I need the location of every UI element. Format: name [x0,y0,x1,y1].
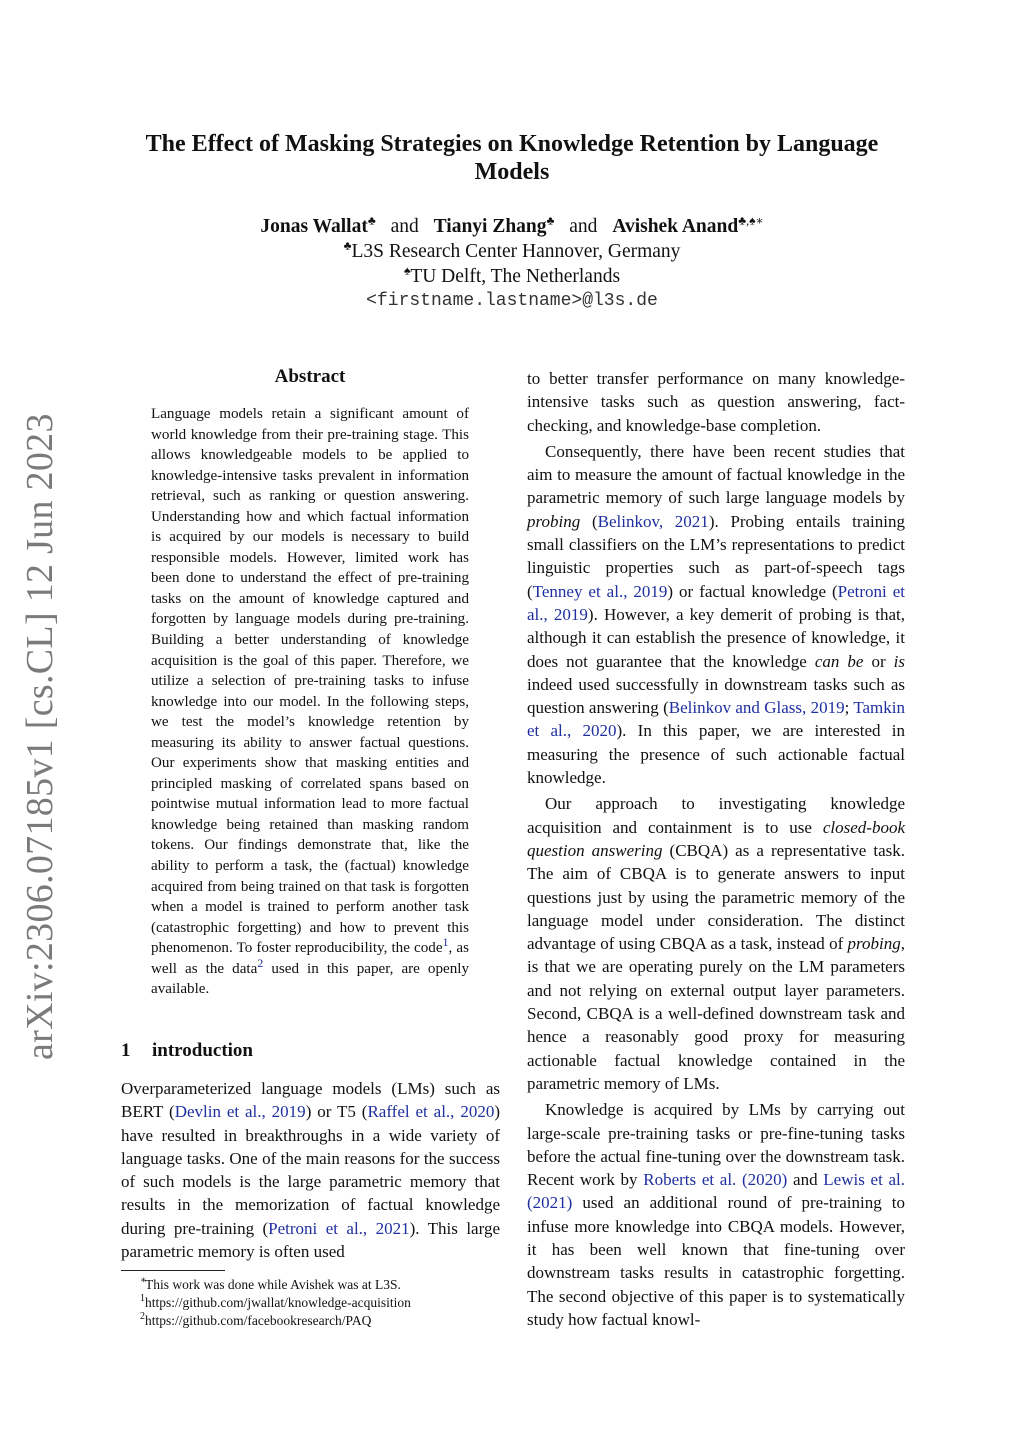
footnote-url[interactable]: https://github.com/facebookresearch/PAQ [145,1313,372,1328]
body-text: to better transfer performance on many knowledge-intensive tasks such as question answering, fact-checking, and knowledge-base completion. [527,369,905,435]
body-text: and [787,1170,824,1190]
section-heading [121,1040,253,1062]
author-separator: and [390,216,419,237]
body-text: ). Probing entails training small classifiers on the LM’s representations to predict linguistic properties such as part-of-speech tags ( [527,511,905,601]
body-text: or [863,651,894,671]
emphasis: probing [527,511,581,531]
body-text: (CBQA) as a representative task. The aim of CBQA is to generate answers to input questions just by using the parametric memory of the language model under consideration. The distinct advantage of using CBQA as a task, instead of [527,840,905,954]
body-text: Consequently, there have been recent studies that aim to measure the amount of factual knowledge in the parametric memory of such large language models by [527,441,905,508]
citation-link[interactable]: Roberts et al. (2020) [643,1170,788,1190]
affiliation-text: L3S Research Center Hannover, Germany [351,241,681,262]
citation-link[interactable]: Tenney et al., 2019 [532,581,668,601]
footnote-mark: ∗ [140,1275,147,1286]
author-line [112,214,912,239]
author-name: Jonas Wallat [260,216,368,237]
author-email: <firstname.lastname>@l3s.de [366,291,658,311]
paragraph [527,440,905,789]
footnote-mark: 1 [140,1293,145,1304]
intro-paragraph [121,1077,500,1263]
section-number: 1 [121,1040,131,1061]
author-block [112,214,912,289]
citation-link[interactable]: Petroni et al., 2019 [527,581,905,624]
emphasis: can be [814,651,864,671]
affiliation-mark: ♣ [343,238,352,253]
emphasis: is [893,651,905,671]
paper-title: The Effect of Masking Strategies on Knowledge Retention by Language Models [145,131,879,185]
footnote-url[interactable]: https://github.com/jwallat/knowledge-acquisition [145,1295,411,1310]
body-text: ) or factual knowledge ( [667,581,838,601]
affiliation-text: TU Delft, The Netherlands [410,266,621,287]
body-text: ; [844,698,854,718]
body-text: ). However, a key demerit of probing is that, although it can establish the presence of knowledge, it does not guarantee that the knowledge [527,604,905,671]
footnotes [140,1275,505,1330]
arxiv-stamp: arXiv:2306.07185v1 [cs.CL] 12 Jun 2023 [19,413,61,1060]
abstract-text-part: , as well as the data [151,940,470,977]
body-text: ). This large parametric memory is often used [121,1218,500,1262]
body-text: ( [580,511,598,531]
footnote-ref-1[interactable]: 1 [442,935,449,950]
citation-link[interactable]: Petroni et al., 2021 [268,1218,410,1238]
citation-link[interactable]: Belinkov and Glass, 2019 [668,698,845,718]
paragraph [527,792,905,1095]
body-text: used an additional round of pre-training to infuse more knowledge into CBQA models. However, it has been well known that fine-tuning over downstream tasks results in catastrophic forgetting. The second objective of this paper is to systematically study how factual knowl- [527,1193,905,1329]
body-text: Knowledge is acquired by LMs by carrying out large-scale pre-training tasks or pre-fine-tuning tasks before the actual fine-tuning over the downstream task. Recent work by [527,1100,905,1190]
author-name: Avishek Anand [612,216,739,237]
body-text: ) have resulted in breakthroughs in a wide variety of language tasks. One of the main reasons for the success of such models is the large parametric memory that results in the memorization of factual knowledge during pre-training ( [121,1102,501,1238]
body-text: indeed used successfully in downstream tasks such as question answering ( [527,674,905,718]
affiliation-mark: ♣ [546,213,555,228]
footnote-1 [140,1293,505,1312]
paragraph [527,367,905,437]
body-text: ) or T5 ( [305,1102,368,1122]
abstract-text [151,404,469,1000]
affiliation-mark: ♣,♠∗ [738,213,764,228]
author-name: Tianyi Zhang [433,216,547,237]
footnote-star [140,1275,505,1294]
author-separator: and [569,216,598,237]
affiliation-1 [112,239,912,264]
body-text: Our approach to investigating knowledge acquisition and containment is to use [527,794,905,837]
paragraph [527,1098,905,1331]
emphasis: probing [847,934,901,954]
citation-link[interactable]: Tamkin et al., 2020 [527,698,906,741]
emphasis: closed-book question answering [527,817,905,860]
citation-link[interactable]: Devlin et al., 2019 [174,1102,306,1122]
footnote-divider [121,1270,225,1271]
body-text: , is that we are operating purely on the LM parameters and not relying on external output layer parameters. Second, CBQA is a well-defined downstream task and hence a reasonably good proxy for measuring actionable factual knowledge contained in the parametric memory of LMs. [527,934,905,1093]
affiliation-2 [112,264,912,289]
citation-link[interactable]: Lewis et al. (2021) [527,1170,906,1213]
body-text: ). In this paper, we are interested in measuring the presence of such actionable factual knowledge. [527,721,905,788]
body-text: Overparameterized language models (LMs) such as BERT ( [121,1079,500,1122]
footnote-text: This work was done while Avishek was at L3S. [145,1277,401,1292]
affiliation-mark: ♠ [403,263,411,278]
section-title: introduction [152,1040,254,1061]
right-column [527,367,905,1334]
abstract-text-part: used in this paper, are openly available. [151,960,469,998]
footnote-mark: 2 [140,1311,145,1322]
abstract-text-part: Language models retain a significant amount of world knowledge from their pre-training stage. This allows knowledgeable models to be applied to knowledge-intensive tasks prevalent in information retrieval, such as ranking or question answering. Understanding how and which factual information is acquired by our models is necessary to build responsible models. However, limited work has been done to understand the effect of pre-training tasks on the amount of knowledge captured and forgotten by language models during pre-training. Building a better understanding of knowledge acquisition is the goal of this paper. Therefore, we utilize a selection of pre-training tasks to infuse knowledge into our model. In the following steps, we test the model’s knowledge retention by measuring its ability to answer factual questions. Our experiments show that masking entities and principled masking of correlated spans based on pointwise mutual information lead to more factual knowledge being retained than masking random tokens. Our findings demonstrate that, like the ability to perform a task, the (factual) knowledge acquired from being trained on that task is forgotten when a model is trained to perform another task (catastrophic forgetting) and how to prevent this phenomenon. To foster reproducibility, the code [151,406,469,957]
abstract-heading: Abstract [274,366,346,387]
citation-link[interactable]: Raffel et al., 2020 [367,1102,495,1122]
citation-link[interactable]: Belinkov, 2021 [597,511,709,531]
footnote-ref-2[interactable]: 2 [257,955,264,970]
footnote-2 [140,1311,505,1330]
affiliation-mark: ♣ [367,213,376,228]
